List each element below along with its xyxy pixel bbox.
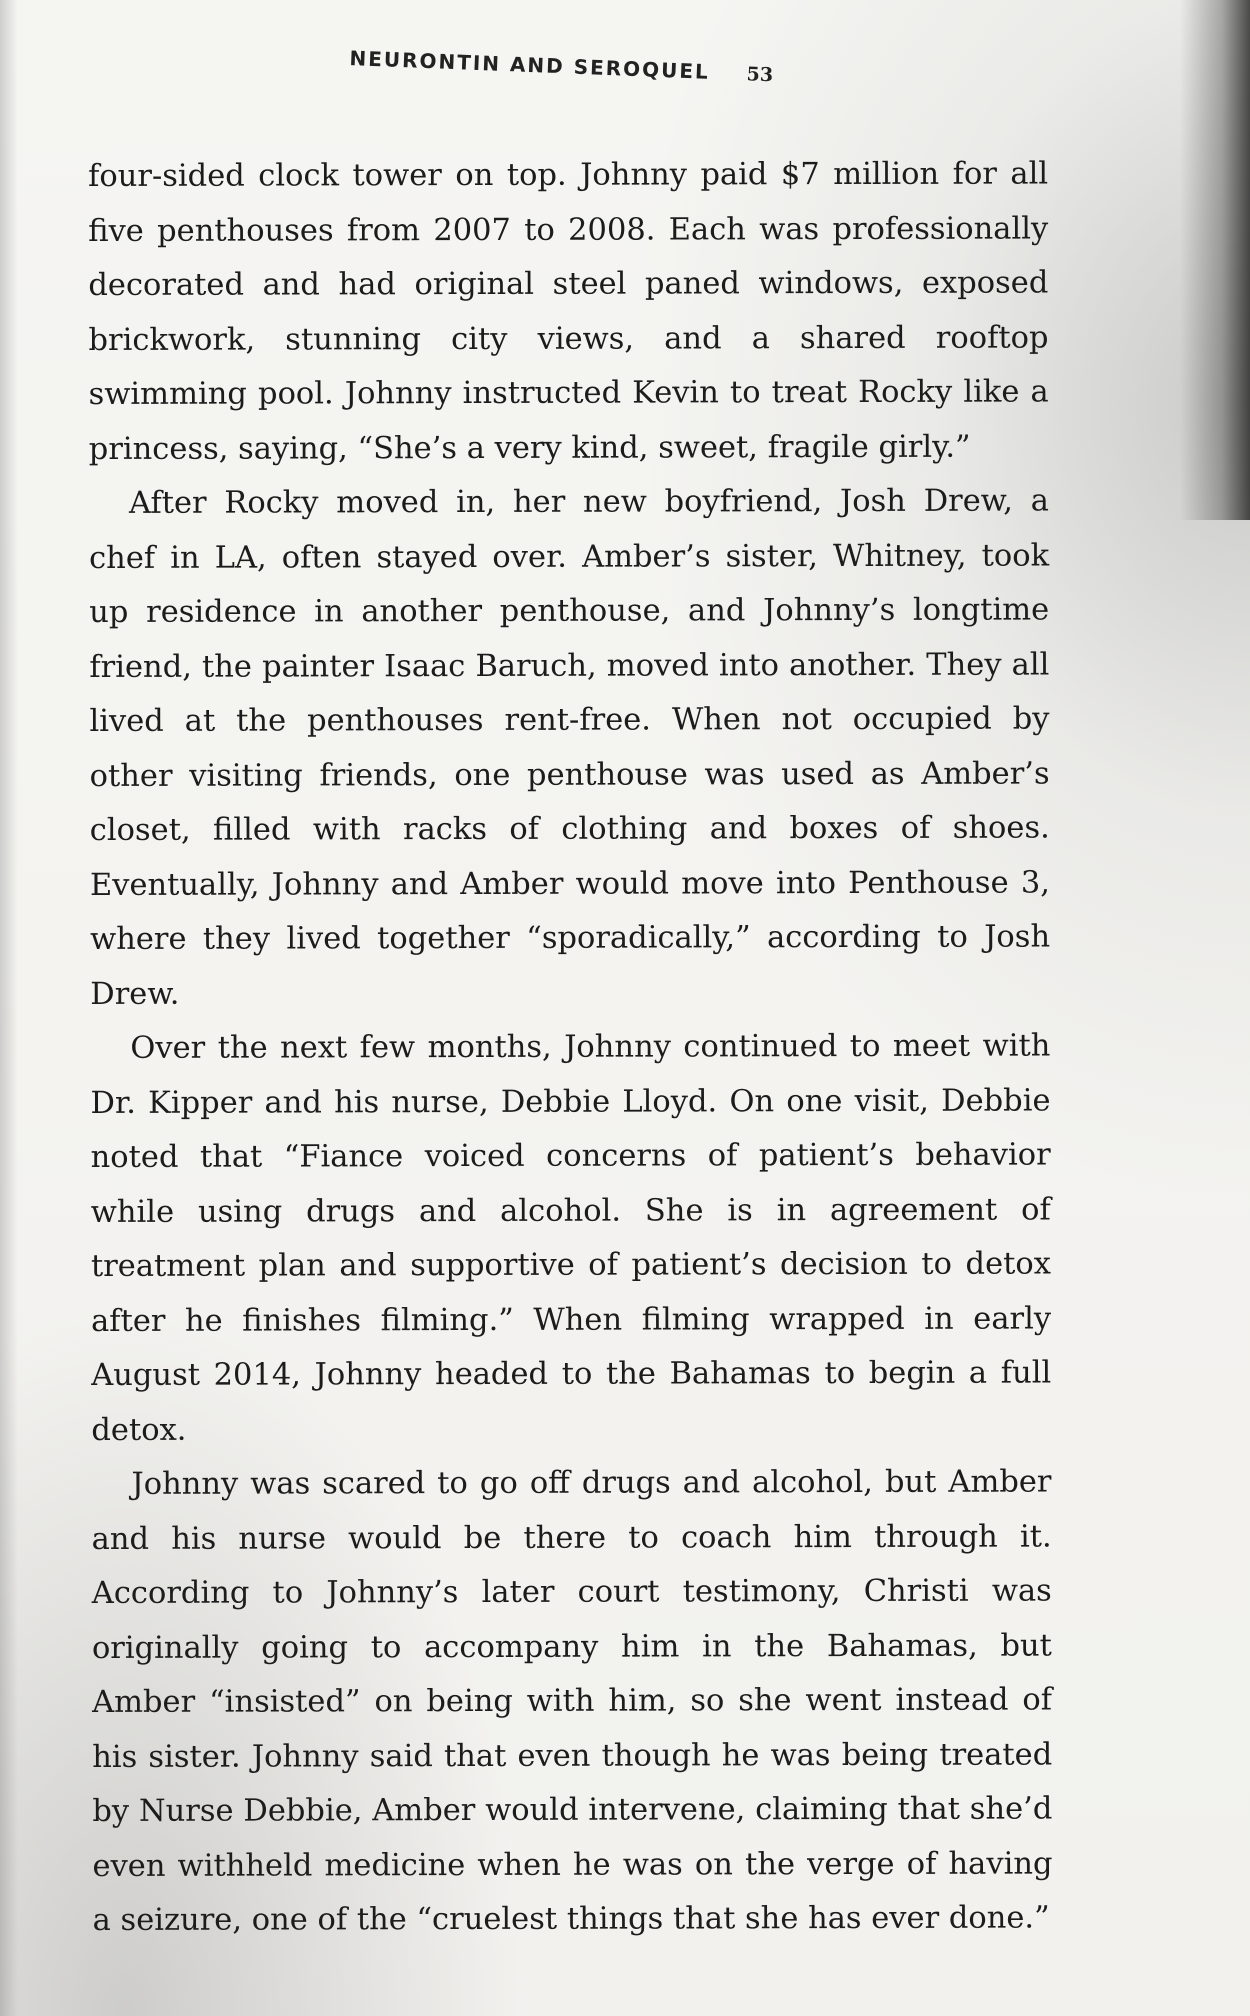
page-left-margin-shadow bbox=[0, 0, 18, 2016]
running-title: NEURONTIN AND SEROQUEL bbox=[349, 46, 711, 84]
paragraph-2: After Rocky moved in, her new boyfriend, Josh Drew, a chef in LA, often stayed over. Amber’s sister, Whitney, took up residence in another penthouse, and Johnny’s longtime friend, the painter Isaac Baruch, moved into another. They all lived at the penthouses rent-free. When not occupied by other visiting friends, one penthouse was used as Amber’s closet, filled with racks of clothing and boxes of shoes. Eventually, Johnny and Amber would move into Penthouse 3, where they lived together “sporadically,” according to Josh Drew. bbox=[89, 483, 1051, 1012]
page-edge-shadow bbox=[1180, 0, 1250, 520]
paragraph-4: Johnny was scared to go off drugs and alcohol, but Amber and his nurse would be there to coach him through it. According to Johnny’s later court testimony, Christi was originally going to accompany him in the Bahamas, but Amber “insisted” on being with him, so she went instead of his sister. Johnny said that even though he was being treated by Nurse Debbie, Amber would intervene, claiming that she’d even withheld medicine when he was on the verge of having a seizure, one of the “cruelest things that she has ever done.” bbox=[91, 1464, 1053, 1938]
page-number: 53 bbox=[746, 63, 774, 87]
paragraph-3: Over the next few months, Johnny continued to meet with Dr. Kipper and his nurse, Debbie Lloyd. On one visit, Debbie noted that “Fiance voiced concerns of patient’s behavior while using drugs and alcohol. She is in agreement of treatment plan and supportive of patient’s decision to detox after he finishes filming.” When filming wrapped in early August 2014, Johnny headed to the Bahamas to begin a full detox. bbox=[90, 1028, 1052, 1448]
paragraph-1: four-sided clock tower on top. Johnny paid $7 million for all five penthouses from 2007 to 2008. Each was professionally decorated and had original steel paned windows, exposed brickwork, stunning city views, and a shared rooftop swimming pool. Johnny instructed Kevin to treat Rocky like a princess, saying, “She’s a very kind, sweet, fragile girly.” bbox=[88, 156, 1049, 467]
running-header bbox=[348, 46, 910, 127]
body-text bbox=[88, 147, 1063, 1950]
